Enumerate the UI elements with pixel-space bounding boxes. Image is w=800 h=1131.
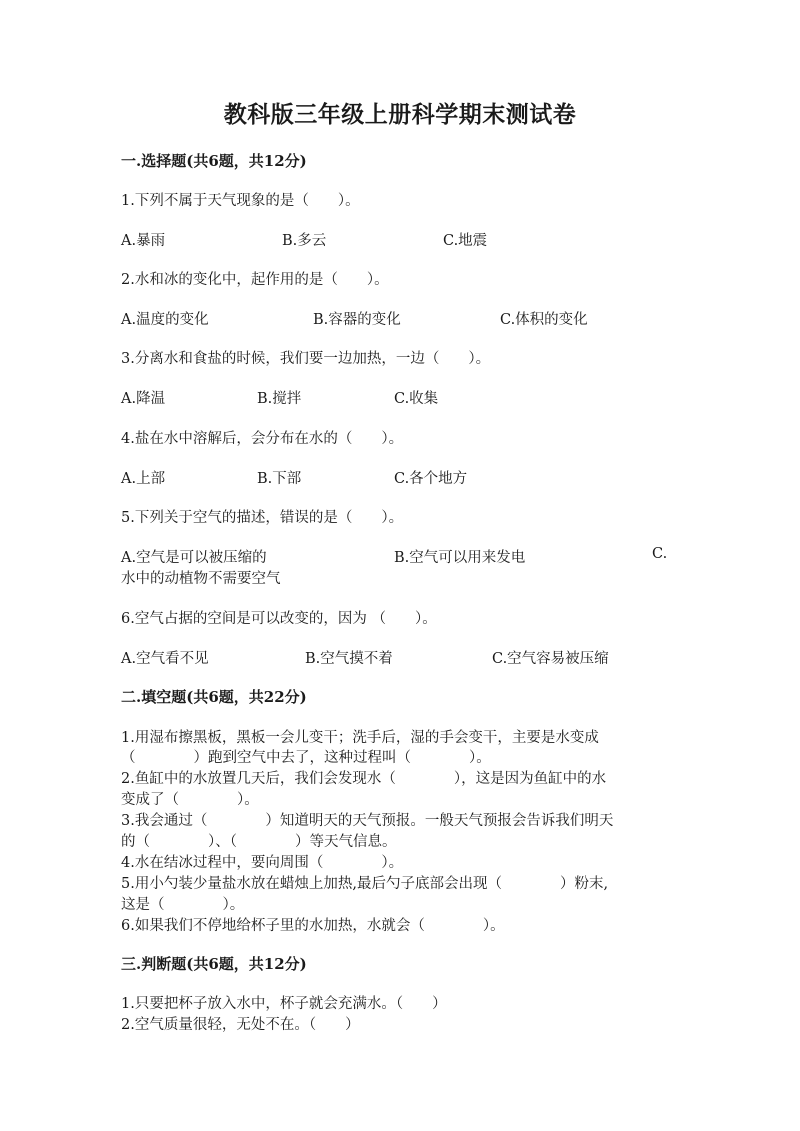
question-option: A.温度的变化 (121, 312, 209, 328)
fill-line: 6.如果我们不停地给杯子里的水加热，水就会（ ）。 (121, 918, 505, 934)
question-option-continued: 水中的动植物不需要空气 (121, 571, 281, 587)
question-option: C.空气容易被压缩 (492, 651, 609, 667)
question-option: B.搅拌 (257, 391, 302, 407)
question-option: A.空气是可以被压缩的 (121, 550, 267, 566)
fill-line: （ ）跑到空气中去了，这种过程叫（ ）。 (121, 750, 491, 766)
question-option: C.各个地方 (394, 471, 468, 487)
section-heading-judge: 三.判断题(共6题，共12分) (121, 955, 307, 973)
question-option: A.上部 (121, 471, 166, 487)
fill-line: 5.用小勺装少量盐水放在蜡烛上加热,最后勺子底部会出现（ ）粉末, (121, 876, 609, 892)
question-option: B.容器的变化 (313, 312, 401, 328)
question-option: A.空气看不见 (121, 651, 209, 667)
fill-line: 的（ ）、（ ）等天气信息。 (121, 834, 397, 850)
question-option: B.空气可以用来发电 (394, 550, 526, 566)
fill-line: 这是（ ）。 (121, 897, 245, 913)
question-option: B.多云 (282, 233, 327, 249)
question-option: B.下部 (257, 471, 302, 487)
question-stem: 2.水和冰的变化中，起作用的是（ ）。 (121, 272, 389, 288)
page-title: 教科版三年级上册科学期末测试卷 (223, 101, 577, 128)
question-stem: 6.空气占据的空间是可以改变的，因为 （ ）。 (121, 611, 437, 627)
fill-line: 2.鱼缸中的水放置几天后，我们会发现水（ ），这是因为鱼缸中的水 (121, 771, 607, 787)
judge-line: 2.空气质量很轻，无处不在。（ ） (121, 1017, 360, 1033)
question-option: A.暴雨 (121, 233, 166, 249)
judge-line: 1.只要把杯子放入水中，杯子就会充满水。（ ） (121, 996, 447, 1012)
question-option: C.地震 (443, 233, 488, 249)
question-option: C.收集 (394, 391, 439, 407)
fill-line: 4.水在结冰过程中，要向周围（ ）。 (121, 855, 404, 871)
question-option: C.体积的变化 (500, 312, 588, 328)
question-stem: 3.分离水和食盐的时候，我们要一边加热，一边（ ）。 (121, 351, 491, 367)
question-option: C. (652, 546, 668, 562)
section-heading-fill: 二.填空题(共6题，共22分) (121, 688, 307, 706)
section-heading-choice: 一.选择题(共6题，共12分) (121, 152, 307, 170)
fill-line: 变成了（ ）。 (121, 792, 259, 808)
question-stem: 5.下列关于空气的描述，错误的是（ ）。 (121, 510, 404, 526)
fill-line: 1.用湿布擦黑板，黑板一会儿变干；洗手后，湿的手会变干，主要是水变成 (121, 730, 599, 746)
question-option: B.空气摸不着 (305, 651, 393, 667)
question-stem: 1.下列不属于天气现象的是（ ）。 (121, 193, 360, 209)
fill-line: 3.我会通过（ ）知道明天的天气预报。一般天气预报会告诉我们明天 (121, 813, 614, 829)
question-option: A.降温 (121, 391, 166, 407)
question-stem: 4.盐在水中溶解后，会分布在水的（ ）。 (121, 431, 404, 447)
